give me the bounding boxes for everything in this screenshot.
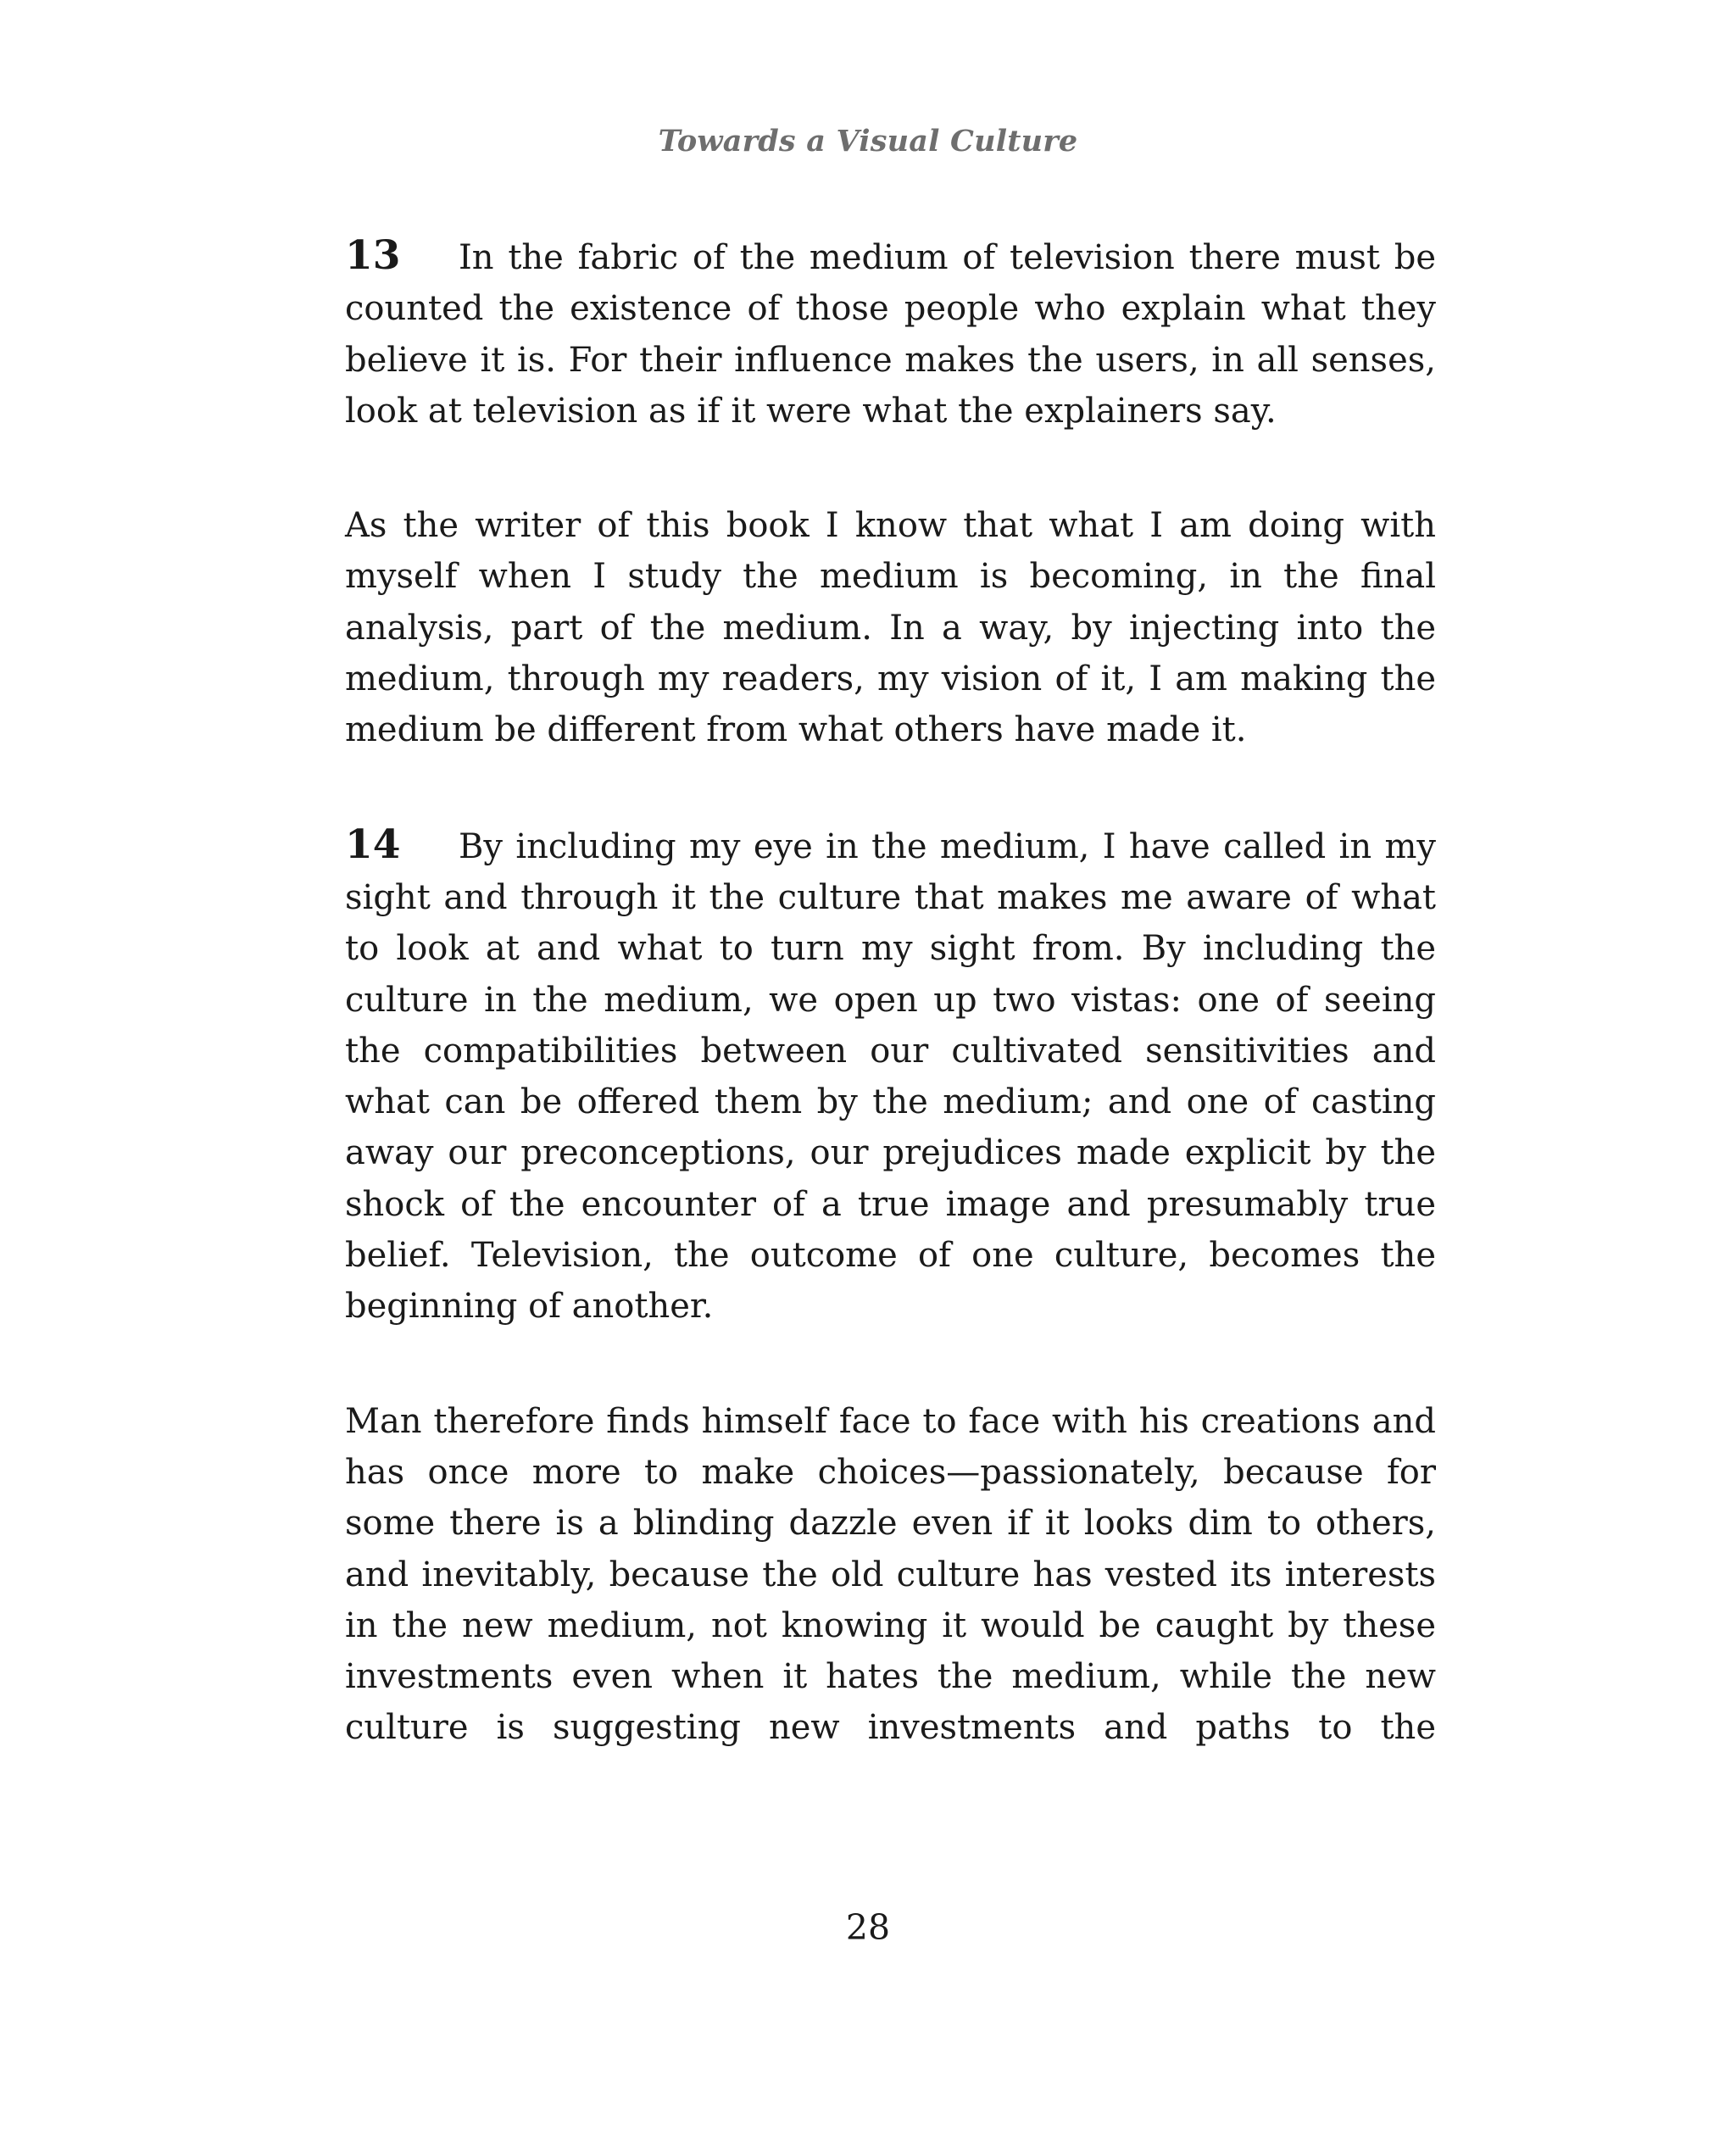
page-number: 28	[845, 1907, 891, 1948]
paragraph-text: Man therefore finds himself face to face with his creations and has once more to make choices—passionately, because for some there is a blinding dazzle even if it looks dim to others, and inevitably, because the old culture has vested its interests in the new medium, not knowing it would be caught by these investments even when it hates the medium, while the new culture is suggesting new investments and paths to the	[345, 1401, 1436, 1748]
paragraph-text: In the fabric of the medium of television there must be counted the existence of those people who explain what they believe it is. For their influence makes the users, in all senses, look at television as if it were what the explainers say.	[345, 238, 1436, 431]
paragraph-continued	[345, 1396, 1436, 1754]
running-head-title: Towards a Visual Culture	[658, 124, 1078, 159]
paragraph-section-13	[345, 231, 1436, 437]
paragraph-section-14	[345, 820, 1436, 1332]
paragraph-text: By including my eye in the medium, I have called in my sight and through it the culture that makes me aware of what to look at and what to turn my sight from. By including the culture in the medium, we open up two vistas: one of seeing the compatibilities between our cultivated sensitivities and what can be offered them by the medium; and one of casting away our preconceptions, our prejudices made explicit by the shock of the encounter of a true image and presumably true belief. Television, the outcome of one culture, becomes the beginning of another.	[345, 826, 1436, 1327]
body-text	[345, 231, 1436, 1754]
section-number: 13	[345, 232, 401, 279]
paragraph	[345, 500, 1436, 755]
paragraph-text: As the writer of this book I know that what I am doing with myself when I study the medium is becoming, in the final analysis, part of the medium. In a way, by injecting into the medium, through my readers, my vision of it, I am making the medium be different from what others have made it.	[345, 506, 1436, 750]
section-number: 14	[345, 821, 401, 868]
